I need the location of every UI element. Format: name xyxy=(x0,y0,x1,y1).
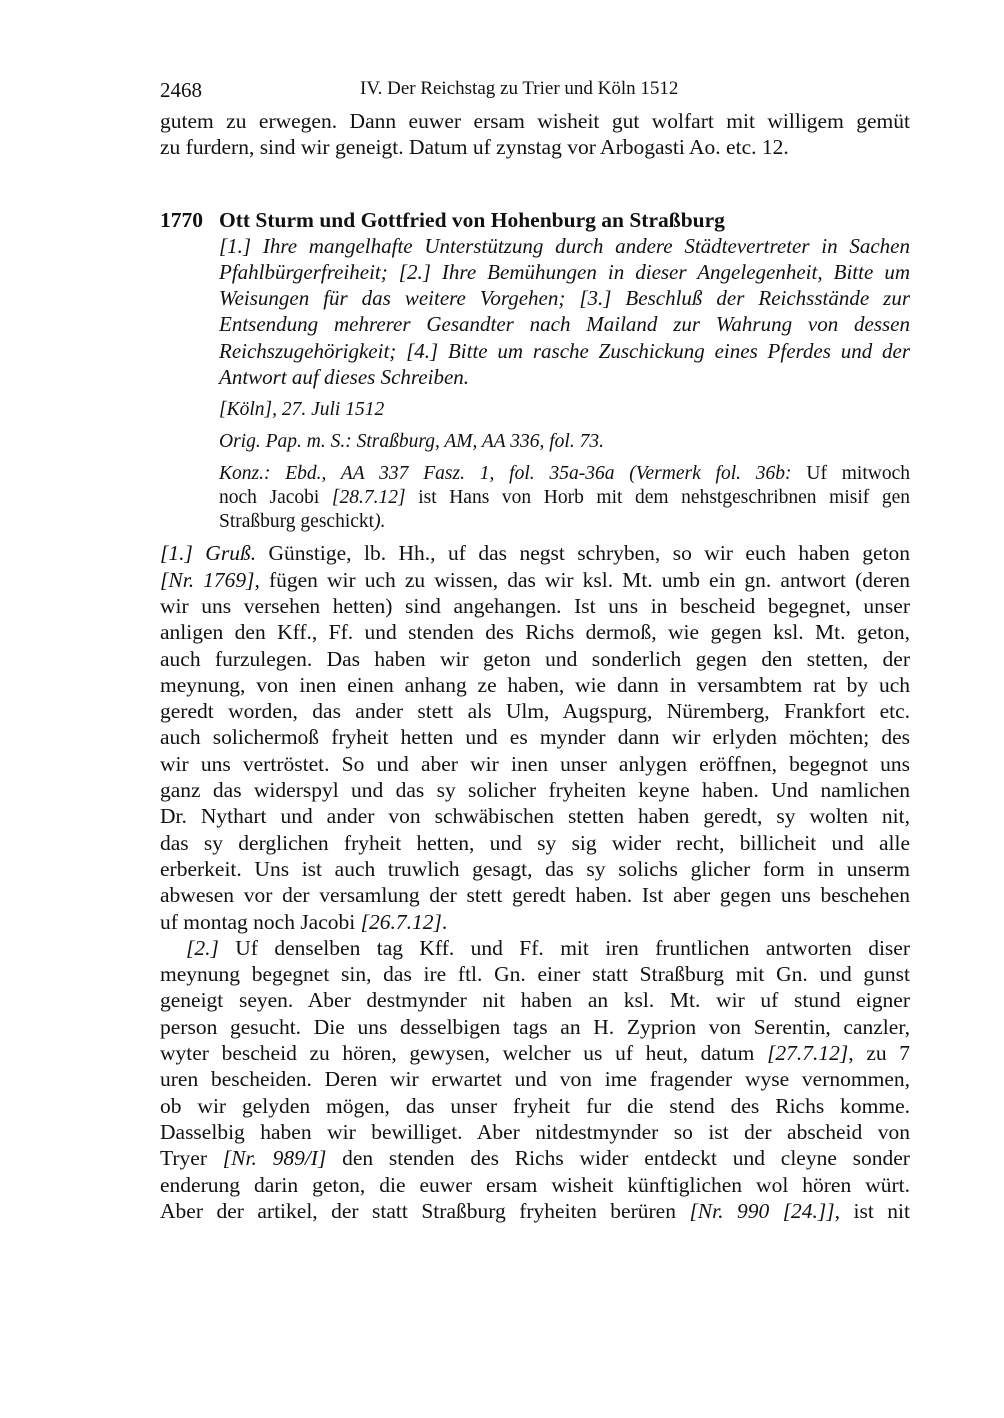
text-line: person gesucht. Die uns desselbigen tags an H. Zyprion von Serentin, canzler, xyxy=(160,1014,910,1039)
document-number: 1770 xyxy=(160,207,203,232)
running-head xyxy=(160,78,910,108)
text-line: erberkeit. Uns ist auch truwlich gesagt, das sy solichs glicher form in unserm xyxy=(160,856,910,881)
document-summary xyxy=(219,233,910,391)
text-line: meynung begegnet sin, das ire ftl. Gn. einer statt Straßburg mit Gn. und gunst xyxy=(160,962,910,987)
text-run: . xyxy=(441,909,448,934)
document-heading xyxy=(160,207,910,233)
page-number: 2468 xyxy=(160,78,202,102)
text-line: anligen den Kff., Ff. und stenden des Richs dermoß, wie gegen ksl. Mt. geton, xyxy=(160,620,910,645)
text-line: enderung darin geton, die euwer ersam wisheit künftiglichen wol hören würt. xyxy=(160,1172,910,1197)
summary-line: Antwort auf dieses Schreiben. xyxy=(219,365,470,390)
text-run: , ist nit xyxy=(834,1198,910,1223)
source-reference: Orig. Pap. m. S.: Straßburg, AM, AA 336, fol. 73. xyxy=(219,431,604,453)
text-line: Dasselbig haben wir bewilliget. Aber nitdestmynder so ist der abscheid von xyxy=(160,1119,910,1144)
cross-reference: [Nr. 1769] xyxy=(160,567,255,592)
konz-upright: Uf mitwoch xyxy=(791,463,910,485)
summary-line: Reichszugehörigkeit; [4.] Bitte um rasche Zuschickung eines Pferdes und der xyxy=(219,338,910,363)
running-title: IV. Der Reichstag zu Trier und Köln 1512 xyxy=(360,78,679,99)
date-reference: [26.7.12] xyxy=(360,909,442,934)
text-line: ob wir gelyden mögen, das unser fryheit fur die stend des Richs komme. xyxy=(160,1093,910,1118)
summary-line: Entsendung mehrerer Gesandter nach Mailand zur Wahrung von dessen xyxy=(219,312,910,337)
paragraph-1 xyxy=(160,540,910,934)
text-run: wyter bescheid zu hören, gewysen, welcher us uf heut, datum xyxy=(160,1041,768,1066)
text-run: ). xyxy=(374,511,386,533)
text-line: gutem zu erwegen. Dann euwer ersam wisheit gut wolfart mit willigem gemüt xyxy=(160,109,910,133)
date-reference: [27.7.12] xyxy=(767,1041,849,1066)
summary-line: Weisungen für das weitere Vorgehen; [3.] Beschluß der Reichsstände zur xyxy=(219,286,910,311)
text-line xyxy=(160,1145,910,1171)
text-run: den stenden des Richs wider entdeckt und cleyne sonder xyxy=(326,1146,910,1171)
text-line xyxy=(219,510,910,534)
text-line xyxy=(160,935,910,961)
text-run: Tryer xyxy=(160,1146,223,1171)
page xyxy=(160,78,910,1224)
section-marker: [2.] xyxy=(186,935,219,960)
text-run: Günstige, lb. Hh., uf das negst schryben, so wir euch haben geton xyxy=(256,541,910,566)
text-line: abwesen vor der versamlung der stett geredt haben. Ist aber gegen uns beschehen xyxy=(160,883,910,908)
text-line: meynung, von inen einen anhang ze haben, wie dann in versambtem rat by uch xyxy=(160,672,910,697)
text-run: , fügen wir uch zu wissen, das wir ksl. Mt. umb ein gn. antwort (deren xyxy=(254,567,910,592)
text-line xyxy=(160,1040,910,1066)
text-line xyxy=(160,909,910,935)
text-line: ganz das widerspyl und das sy solicher fryheiten keyne haben. Und namlichen xyxy=(160,778,910,803)
text-line: geredt worden, das ander stett als Ulm, Augspurg, Nüremberg, Frankfort etc. xyxy=(160,699,910,724)
text-line: auch furzulegen. Das haben wir geton und sonderlich gegen den stetten, der xyxy=(160,646,910,671)
text-line xyxy=(219,462,910,486)
date-reference: [28.7.12] xyxy=(331,487,406,509)
cross-reference: [Nr. 990 [24.]] xyxy=(689,1198,835,1223)
konz-italic: Konz.: Ebd., AA 337 Fasz. 1, fol. 35a-36a (Vermerk fol. 36b: xyxy=(219,463,792,485)
text-run: Uf denselben tag Kff. und Ff. mit iren fruntlichen antworten diser xyxy=(218,935,910,960)
text-run: Straßburg geschickt xyxy=(219,511,375,533)
text-line: uren bescheiden. Deren wir erwartet und von ime fragender wyse vernommen, xyxy=(160,1067,910,1092)
summary-line: [1.] Ihre mangelhafte Unterstützung durch andere Städtevertreter in Sachen xyxy=(219,233,910,258)
text-line: wir uns vertröstet. So und aber wir inen unser anlygen eröffnen, begegnot uns xyxy=(160,751,910,776)
text-line: das sy derglichen fryheit hetten, und sy sig wider recht, billicheit und alle xyxy=(160,830,910,855)
text-run: noch Jacobi xyxy=(219,487,332,509)
summary-line: Pfahlbürgerfreiheit; [2.] Ihre Bemühungen in dieser Angelegenheit, Bitte um xyxy=(219,259,910,284)
cross-reference: [Nr. 989/I] xyxy=(222,1146,327,1171)
text-line: Dr. Nythart und ander von schwäbischen stetten haben geredt, sy wolten nit, xyxy=(160,804,910,829)
text-line: wir uns versehen hetten) sind angehangen. Ist uns in bescheid begegnet, unser xyxy=(160,593,910,618)
previous-document-ending xyxy=(160,108,910,161)
text-run: Aber der artikel, der statt Straßburg fryheiten berüren xyxy=(160,1198,690,1223)
text-run: , zu 7 xyxy=(848,1041,911,1066)
text-line: auch solichermoß fryheit hetten und es mynder dann wir erlyden möchten; des xyxy=(160,725,910,750)
text-line: geneigt seyen. Aber destmynder nit haben an ksl. Mt. wir uf stund eigner xyxy=(160,988,910,1013)
text-line xyxy=(219,486,910,510)
concept-reference xyxy=(219,462,910,534)
text-line: zu furdern, sind wir geneigt. Datum uf zynstag vor Arbogasti Ao. etc. 12. xyxy=(160,135,789,160)
text-run: uf montag noch Jacobi xyxy=(160,909,361,934)
text-run: ist Hans von Horb mit dem nehstgeschribnen misif gen xyxy=(405,487,910,509)
document-date: [Köln], 27. Juli 1512 xyxy=(219,399,385,421)
text-line xyxy=(160,540,910,566)
section-marker: [1.] Gruß. xyxy=(160,541,257,566)
text-line xyxy=(160,1198,910,1224)
text-line xyxy=(160,567,910,593)
document-title: Ott Sturm und Gottfried von Hohenburg an Straßburg xyxy=(219,207,725,232)
paragraph-2 xyxy=(160,935,910,1224)
